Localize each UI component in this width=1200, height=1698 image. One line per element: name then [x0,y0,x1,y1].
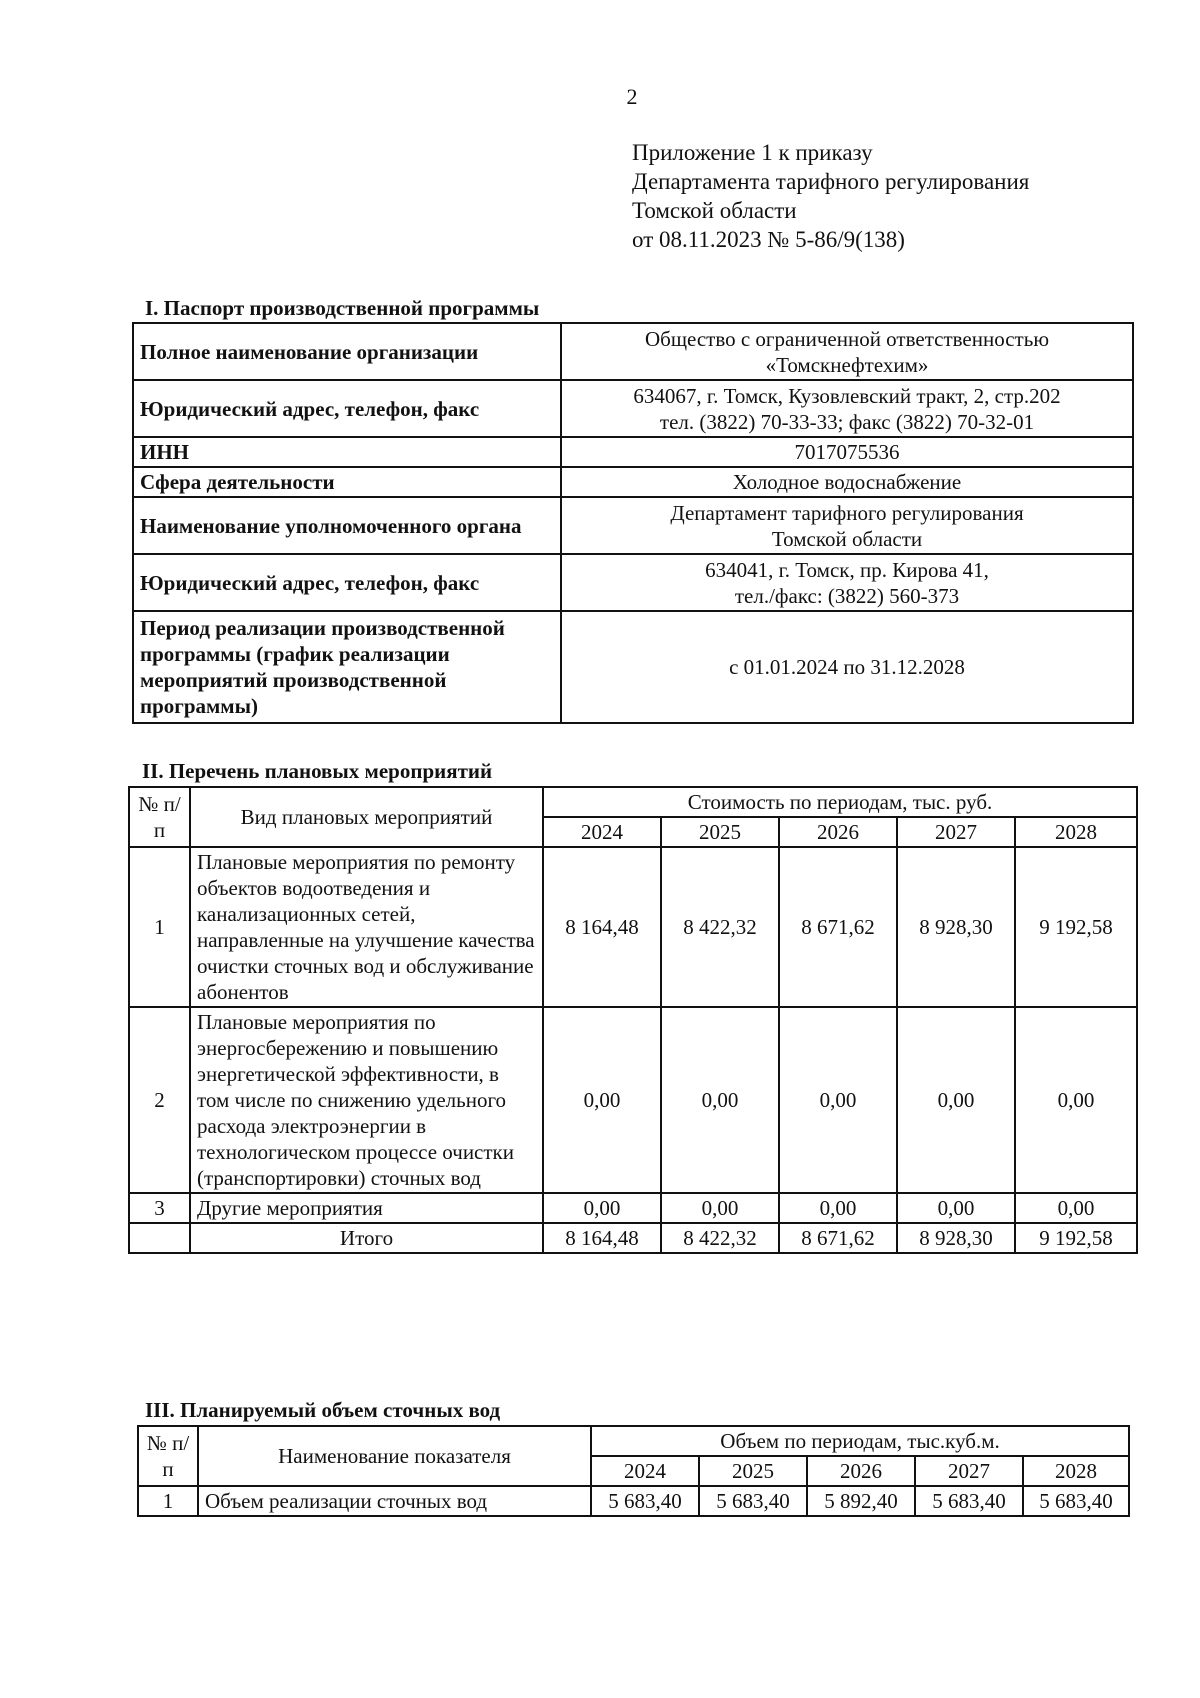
table-row [133,554,1133,611]
passport-table [132,322,1134,724]
passport-value [561,554,1133,611]
passport-value [561,497,1133,554]
row-value: 5 683,40 [1023,1486,1129,1516]
table-row [129,1007,1137,1193]
passport-value: 7017075536 [561,437,1133,467]
passport-label: Наименование уполномоченного органа [133,497,561,554]
header-year: 2025 [661,817,779,847]
volume-table [137,1425,1130,1517]
value-line: 634067, г. Томск, Кузовлевский тракт, 2, стр.202 [633,383,1061,408]
row-name: Другие мероприятия [190,1193,543,1223]
row-value: 0,00 [897,1193,1015,1223]
appendix-header [632,138,1029,254]
header-year: 2024 [591,1456,699,1486]
section-1-title: I. Паспорт производственной программы [145,296,540,320]
header-name: Вид плановых мероприятий [190,787,543,847]
table-row [133,323,1133,380]
row-value: 8 422,32 [661,847,779,1007]
appendix-line: от 08.11.2023 № 5-86/9(138) [632,227,905,252]
row-value: 8 164,48 [543,847,661,1007]
appendix-line: Томской области [632,198,797,223]
row-name: Плановые мероприятия по энергосбережению и повышению энергетической эффективности, в том числе по снижению удельного расхода электроэнергии в технологическом процессе очистки (транспортировки) сточных вод [190,1007,543,1193]
row-value: 5 683,40 [915,1486,1023,1516]
total-num-empty [129,1223,190,1253]
value-line: «Томскнефтехим» [765,352,929,377]
passport-label: Полное наименование организации [133,323,561,380]
value-line: Департамент тарифного регулирования [670,500,1024,525]
row-num: 3 [129,1193,190,1223]
passport-value [561,380,1133,437]
row-value: 9 192,58 [1015,847,1137,1007]
header-num: № п/п [129,787,190,847]
total-value: 8 928,30 [897,1223,1015,1253]
row-value: 5 683,40 [591,1486,699,1516]
row-num: 1 [138,1486,198,1516]
total-value: 8 164,48 [543,1223,661,1253]
header-num: № п/п [138,1426,198,1486]
appendix-line: Приложение 1 к приказу [632,140,873,165]
passport-label: Период реализации производственной программы (график реализации мероприятий производственной программы) [133,611,561,723]
appendix-line: Департамента тарифного регулирования [632,169,1030,194]
total-value: 8 422,32 [661,1223,779,1253]
table-header-row [138,1426,1129,1456]
table-row [129,1193,1137,1223]
row-name: Объем реализации сточных вод [198,1486,591,1516]
row-value: 0,00 [1015,1193,1137,1223]
row-name: Плановые мероприятия по ремонту объектов водоотведения и канализационных сетей, направленные на улучшение качества очистки сточных вод и обслуживание абонентов [190,847,543,1007]
table-row [133,437,1133,467]
measures-table [128,786,1138,1254]
row-value: 0,00 [661,1007,779,1193]
row-value: 0,00 [779,1007,897,1193]
value-line: Общество с ограниченной ответственностью [644,326,1050,351]
passport-label: Юридический адрес, телефон, факс [133,380,561,437]
value-line: 634041, г. Томск, пр. Кирова 41, [705,557,989,582]
passport-label: ИНН [133,437,561,467]
header-year: 2028 [1023,1456,1129,1486]
header-year: 2026 [779,817,897,847]
header-group: Стоимость по периодам, тыс. руб. [543,787,1137,817]
header-group: Объем по периодам, тыс.куб.м. [591,1426,1129,1456]
value-line: Томской области [771,526,923,551]
table-header-row [129,787,1137,817]
total-value: 9 192,58 [1015,1223,1137,1253]
table-row [138,1486,1129,1516]
row-value: 0,00 [661,1193,779,1223]
passport-label: Юридический адрес, телефон, факс [133,554,561,611]
row-value: 0,00 [543,1193,661,1223]
value-line: тел. (3822) 70-33-33; факс (3822) 70-32-01 [659,409,1035,434]
row-num: 1 [129,847,190,1007]
total-value: 8 671,62 [779,1223,897,1253]
passport-value: с 01.01.2024 по 31.12.2028 [561,611,1133,723]
value-line: тел./факс: (3822) 560-373 [734,583,960,608]
total-label: Итого [190,1223,543,1253]
header-year: 2027 [897,817,1015,847]
header-year: 2025 [699,1456,807,1486]
row-value: 0,00 [779,1193,897,1223]
row-value: 8 928,30 [897,847,1015,1007]
passport-label: Сфера деятельности [133,467,561,497]
header-year: 2024 [543,817,661,847]
table-row [133,380,1133,437]
section-3-title: III. Планируемый объем сточных вод [145,1398,501,1422]
row-num: 2 [129,1007,190,1193]
row-value: 0,00 [543,1007,661,1193]
header-year: 2027 [915,1456,1023,1486]
passport-value [561,323,1133,380]
table-row [133,497,1133,554]
row-value: 0,00 [1015,1007,1137,1193]
header-name: Наименование показателя [198,1426,591,1486]
table-total-row [129,1223,1137,1253]
row-value: 5 683,40 [699,1486,807,1516]
table-row [133,611,1133,723]
header-year: 2026 [807,1456,915,1486]
section-2-title: II. Перечень плановых мероприятий [142,759,493,783]
row-value: 5 892,40 [807,1486,915,1516]
header-year: 2028 [1015,817,1137,847]
passport-value: Холодное водоснабжение [561,467,1133,497]
table-row [129,847,1137,1007]
row-value: 0,00 [897,1007,1015,1193]
page-number: 2 [626,84,638,109]
row-value: 8 671,62 [779,847,897,1007]
table-row [133,467,1133,497]
